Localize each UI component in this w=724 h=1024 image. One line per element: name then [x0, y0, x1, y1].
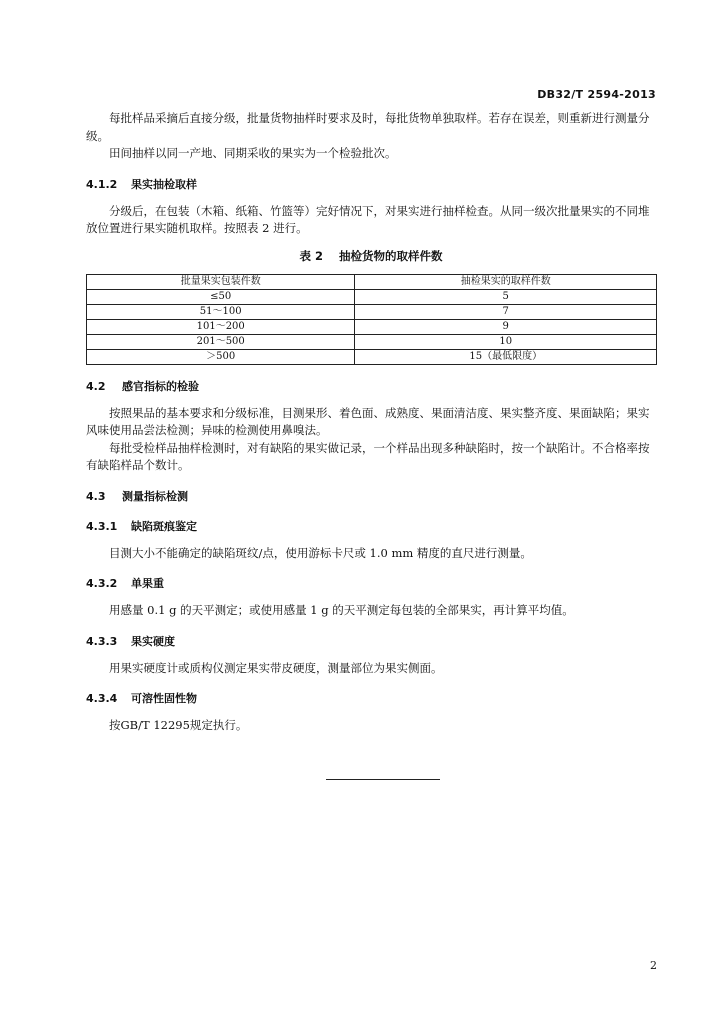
section-paragraph: 按照果品的基本要求和分级标准，目测果形、着色面、成熟度、果面清洁度、果实整齐度、果面缺陷；果实风味使用品尝法检测；异味的检测使用鼻嗅法。: [86, 405, 650, 437]
section-paragraph: 用果实硬度计或质构仪测定果实带皮硬度，测量部位为果实侧面。: [109, 660, 443, 675]
table-cell: 7: [355, 304, 657, 319]
section-paragraph: 每批受检样品抽样检测时，对有缺陷的果实做记录，一个样品出现多种缺陷时，按一个缺陷计。不合格率按有缺陷样品个数计。: [86, 440, 650, 472]
section-title: 果实抽检取样: [131, 177, 197, 191]
section-title: 果实硬度: [131, 634, 175, 648]
section-heading-4-2: [86, 379, 656, 395]
section-paragraph: 分级后，在包装（木箱、纸箱、竹篮等）完好情况下，对果实进行抽样检查。从同一级次批量果实的不同堆放位置进行果实随机取样。按照表 2 进行。: [86, 203, 650, 235]
table-cell: 101～200: [87, 319, 355, 334]
section-number: 4.3.2: [86, 577, 118, 590]
table-caption: [86, 248, 656, 264]
section-title: 缺陷斑痕鉴定: [131, 519, 197, 533]
table-cell: 201～500: [87, 334, 355, 349]
section-number: 4.3: [86, 489, 106, 503]
table-caption-title: 抽检货物的取样件数: [339, 248, 443, 263]
table-row: [87, 349, 657, 364]
section-number: 4.3.3: [86, 634, 118, 648]
section-paragraph: 按GB/T 12295规定执行。: [109, 718, 248, 732]
section-heading-4-3-3: [86, 634, 656, 650]
table-cell: ＞500: [87, 349, 355, 364]
table-row: [87, 334, 657, 349]
table-cell: 9: [355, 319, 657, 334]
section-number: 4.3.1: [86, 519, 118, 533]
table-cell: 51～100: [87, 304, 355, 319]
table-cell: ≤50: [87, 289, 355, 304]
table-row: [87, 319, 657, 334]
table-caption-number: 表 2: [299, 248, 323, 263]
table-header-cell: 抽检果实的取样件数: [355, 274, 657, 289]
table-cell: 5: [355, 289, 657, 304]
section-heading-4-3-2: [86, 576, 656, 592]
section-title: 可溶性固性物: [131, 692, 197, 705]
table-header-cell: 批量果实包装件数: [87, 274, 355, 289]
section-paragraph: 目测大小不能确定的缺陷斑纹/点，使用游标卡尺或 1.0 mm 精度的直尺进行测量。: [109, 545, 532, 560]
intro-paragraph: 田间抽样以同一产地、同期采收的果实为一个检验批次。: [109, 146, 397, 160]
section-title: 感官指标的检验: [122, 379, 199, 393]
table-row: [87, 289, 657, 304]
section-title: 测量指标检测: [122, 489, 188, 503]
section-heading-4-3: [86, 489, 656, 505]
table-cell: 15（最低限度）: [355, 349, 657, 364]
section-heading-4-1-2: [86, 177, 656, 193]
page-number: 2: [650, 959, 657, 972]
intro-paragraph: 每批样品采摘后直接分级，批量货物抽样时要求及时，每批货物单独取样。若存在误差，则重新进行测量分级。: [86, 111, 650, 143]
document-code: DB32/T 2594-2013: [537, 88, 656, 101]
section-number: 4.3.4: [86, 692, 118, 705]
section-number: 4.1.2: [86, 177, 118, 191]
page-body: [86, 110, 656, 735]
section-heading-4-3-1: [86, 519, 656, 535]
section-number: 4.2: [86, 379, 106, 393]
section-heading-4-3-4: [86, 691, 656, 707]
section-paragraph: 用感量 0.1 g 的天平测定；或使用感量 1 g 的天平测定每包装的全部果实，再计算平均值。: [109, 603, 574, 617]
end-of-document-rule: [326, 779, 440, 780]
table-row: [87, 304, 657, 319]
sampling-table: [86, 274, 657, 365]
table-cell: 10: [355, 334, 657, 349]
table-header-row: [87, 274, 657, 289]
section-title: 单果重: [131, 577, 164, 590]
